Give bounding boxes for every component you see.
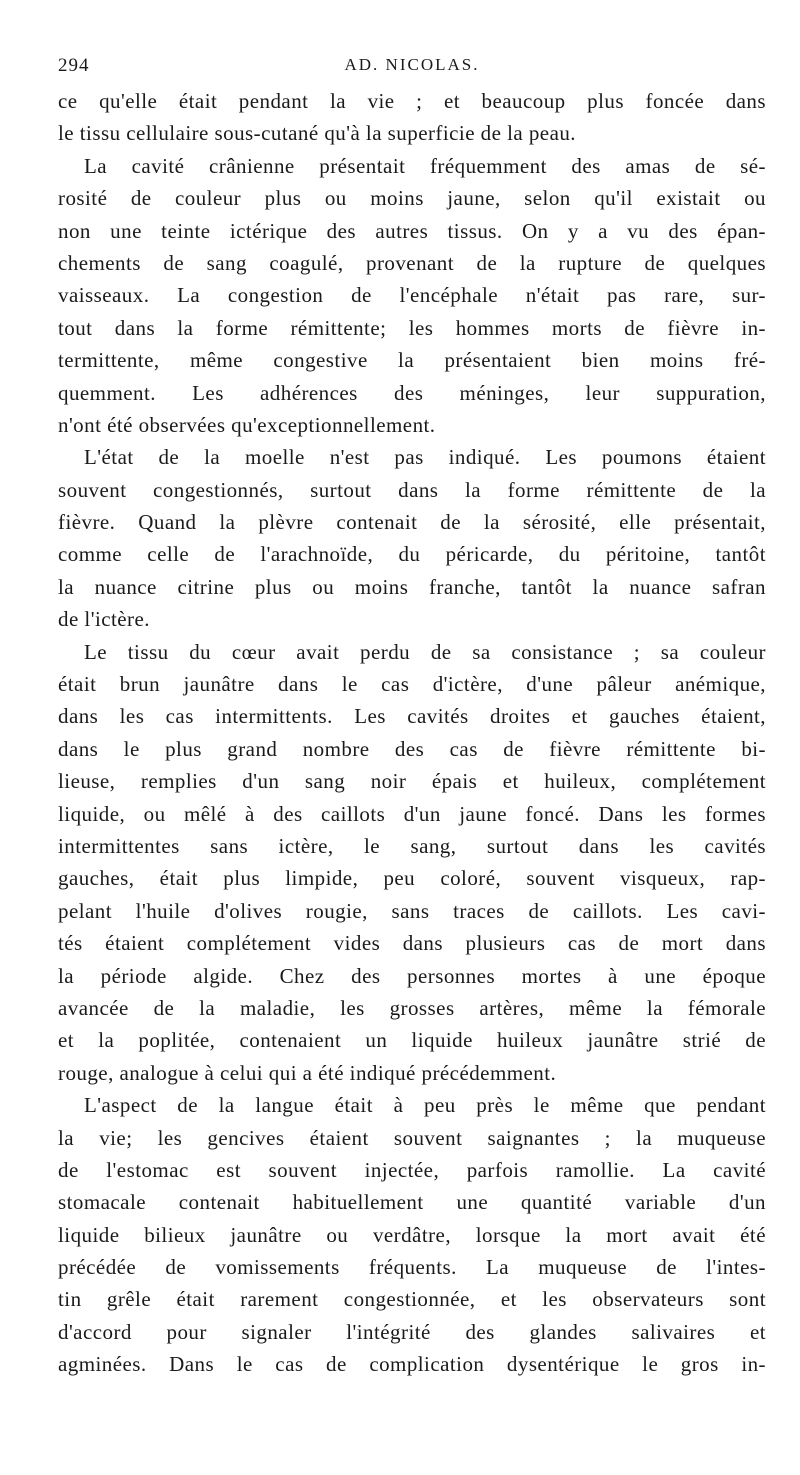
text-line: L'aspect de la langue était à peu près le même que pendant xyxy=(84,1093,766,1118)
text-line: liquide bilieux jaunâtre ou verdâtre, lorsque la mort avait été xyxy=(58,1222,766,1247)
text-line: le tissu cellulaire sous-cutané qu'à la superficie de la peau. xyxy=(58,121,576,146)
text-line: comme celle de l'arachnoïde, du péricarde, du péritoine, tantôt xyxy=(58,542,766,567)
text-line: tés étaient complétement vides dans plusieurs cas de mort dans xyxy=(58,931,766,956)
text-line: souvent congestionnés, surtout dans la forme rémittente de la xyxy=(58,477,766,502)
text-line: non une teinte ictérique des autres tissus. On y a vu des épan- xyxy=(58,218,766,243)
running-head xyxy=(58,55,766,85)
text-line: intermittentes sans ictère, le sang, surtout dans les cavités xyxy=(58,833,766,858)
text-line: avancée de la maladie, les grosses artères, même la fémorale xyxy=(58,995,766,1020)
text-line: tin grêle était rarement congestionnée, et les observateurs sont xyxy=(58,1287,766,1312)
text-line: précédée de vomissements fréquents. La muqueuse de l'intes- xyxy=(58,1255,766,1280)
page-number: 294 xyxy=(58,55,90,76)
running-title: AD. NICOLAS. xyxy=(344,55,480,74)
text-line: agminées. Dans le cas de complication dysentérique le gros in- xyxy=(58,1352,766,1377)
text-line: stomacale contenait habituellement une quantité variable d'un xyxy=(58,1190,766,1215)
text-line: quemment. Les adhérences des méninges, leur suppuration, xyxy=(58,380,766,405)
text-line: pelant l'huile d'olives rougie, sans traces de caillots. Les cavi- xyxy=(58,898,766,923)
text-line: La cavité crânienne présentait fréquemment des amas de sé- xyxy=(84,153,766,178)
text-line: la vie; les gencives étaient souvent saignantes ; la muqueuse xyxy=(58,1125,766,1150)
text-line: L'état de la moelle n'est pas indiqué. Les poumons étaient xyxy=(84,445,766,470)
text-line: Le tissu du cœur avait perdu de sa consistance ; sa couleur xyxy=(84,639,766,664)
text-line: rosité de couleur plus ou moins jaune, selon qu'il existait ou xyxy=(58,186,766,211)
document-page xyxy=(58,55,766,1381)
text-line: ce qu'elle était pendant la vie ; et beaucoup plus foncée dans xyxy=(58,89,766,113)
text-line: gauches, était plus limpide, peu coloré, souvent visqueux, rap- xyxy=(58,866,766,891)
text-line: de l'estomac est souvent injectée, parfois ramollie. La cavité xyxy=(58,1157,766,1182)
text-line: vaisseaux. La congestion de l'encéphale n'était pas rare, sur- xyxy=(58,283,766,308)
text-line: de l'ictère. xyxy=(58,607,150,632)
text-line: fièvre. Quand la plèvre contenait de la sérosité, elle présentait, xyxy=(58,510,766,535)
text-line: la période algide. Chez des personnes mortes à une époque xyxy=(58,963,766,988)
text-line: n'ont été observées qu'exceptionnellement. xyxy=(58,412,436,437)
text-line: lieuse, remplies d'un sang noir épais et huileux, complétement xyxy=(58,769,766,794)
text-line: dans les cas intermittents. Les cavités droites et gauches étaient, xyxy=(58,704,766,729)
text-line: était brun jaunâtre dans le cas d'ictère, d'une pâleur anémique, xyxy=(58,672,766,697)
text-line: tout dans la forme rémittente; les hommes morts de fièvre in- xyxy=(58,315,766,340)
body-text xyxy=(58,85,766,1381)
text-line: chements de sang coagulé, provenant de la rupture de quelques xyxy=(58,250,766,275)
text-line: la nuance citrine plus ou moins franche, tantôt la nuance safran xyxy=(58,574,766,599)
text-line: liquide, ou mêlé à des caillots d'un jaune foncé. Dans les formes xyxy=(58,801,766,826)
text-line: rouge, analogue à celui qui a été indiqué précédemment. xyxy=(58,1060,557,1085)
text-line: dans le plus grand nombre des cas de fièvre rémittente bi- xyxy=(58,736,766,761)
text-line: d'accord pour signaler l'intégrité des glandes salivaires et xyxy=(58,1319,766,1344)
text-line: termittente, même congestive la présentaient bien moins fré- xyxy=(58,348,766,373)
text-line: et la poplitée, contenaient un liquide huileux jaunâtre strié de xyxy=(58,1028,766,1053)
